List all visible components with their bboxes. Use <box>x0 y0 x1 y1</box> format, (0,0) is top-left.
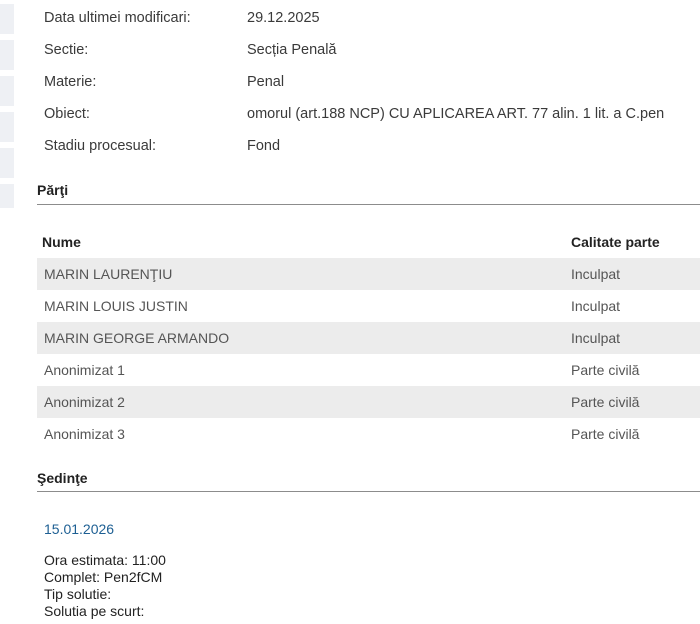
table-row <box>37 386 700 418</box>
case-info-row-stage <box>44 130 694 162</box>
info-label: Obiect: <box>44 106 90 122</box>
party-name: Anonimizat 1 <box>44 362 125 378</box>
party-role: Parte civilă <box>571 362 640 378</box>
info-value: Fond <box>247 138 281 154</box>
left-edge-decoration <box>0 0 14 210</box>
table-row <box>37 418 700 450</box>
table-row <box>37 354 700 386</box>
edge-block <box>0 184 14 208</box>
edge-block <box>0 40 14 70</box>
hearing-estimated-time: Ora estimata: 11:00 <box>44 552 166 568</box>
hearing-entry <box>44 518 444 620</box>
case-info-row-matter <box>44 66 694 98</box>
parties-table-header <box>37 226 700 258</box>
party-role: Parte civilă <box>571 394 640 410</box>
hearing-date-link[interactable]: 15.01.2026 <box>44 521 115 537</box>
column-header-name: Nume <box>42 234 81 250</box>
info-value: omorul (art.188 NCP) CU APLICAREA ART. 77 alin. 1 lit. a C.pen <box>247 106 665 122</box>
hearings-heading: Şedinţe <box>37 470 88 486</box>
edge-block <box>0 148 14 178</box>
party-role: Inculpat <box>571 266 621 282</box>
party-name: Anonimizat 3 <box>44 426 125 442</box>
party-name: MARIN LOUIS JUSTIN <box>44 298 188 314</box>
edge-block <box>0 112 14 142</box>
case-info-row-section <box>44 34 694 66</box>
edge-block <box>0 4 14 34</box>
parties-heading: Părţi <box>37 182 69 198</box>
edge-block <box>0 76 14 106</box>
party-role: Parte civilă <box>571 426 640 442</box>
hearing-panel: Complet: Pen2fCM <box>44 569 163 585</box>
case-info-table <box>44 2 694 162</box>
info-label: Sectie: <box>44 42 89 58</box>
case-info-row-object <box>44 98 694 130</box>
party-name: MARIN LAURENŢIU <box>44 266 173 282</box>
info-label: Stadiu procesual: <box>44 138 157 154</box>
hearings-divider <box>37 491 700 492</box>
hearing-solution-summary: Solutia pe scurt: <box>44 603 145 619</box>
party-name: MARIN GEORGE ARMANDO <box>44 330 230 346</box>
party-name: Anonimizat 2 <box>44 394 125 410</box>
table-row <box>37 258 700 290</box>
hearing-solution-type: Tip solutie: <box>44 586 112 602</box>
info-value: Penal <box>247 74 285 90</box>
info-value: 29.12.2025 <box>247 10 320 26</box>
parties-table <box>37 226 700 450</box>
party-role: Inculpat <box>571 298 621 314</box>
info-label: Materie: <box>44 74 97 90</box>
table-row <box>37 322 700 354</box>
party-role: Inculpat <box>571 330 621 346</box>
info-label: Data ultimei modificari: <box>44 10 191 26</box>
info-value: Secția Penală <box>247 42 337 58</box>
hearing-details <box>44 552 444 620</box>
case-info-row-last-modified <box>44 2 694 34</box>
table-row <box>37 290 700 322</box>
parties-divider <box>37 204 700 205</box>
column-header-role: Calitate parte <box>571 234 660 250</box>
